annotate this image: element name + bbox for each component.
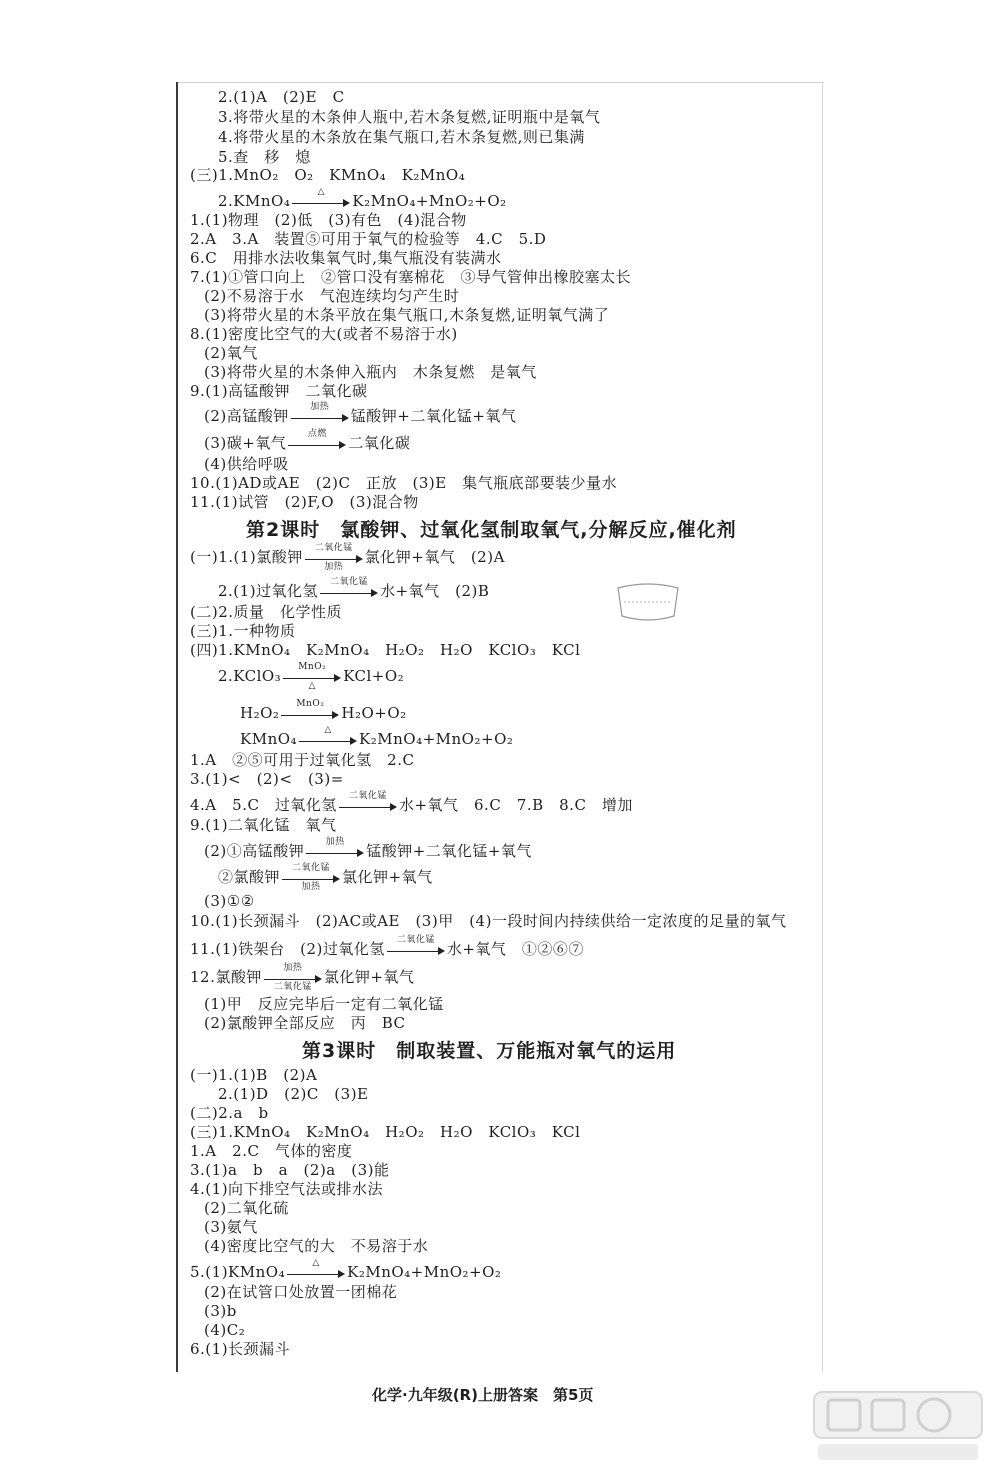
answer-line: (2)在试管口处放置一团棉花 xyxy=(204,1283,398,1301)
answer-line: 3.将带火星的木条伸人瓶中,若木条复燃,证明瓶中是氧气 xyxy=(218,108,601,126)
answer-line: 6.C 用排水法收集氧气时,集气瓶没有装满水 xyxy=(190,249,502,267)
answer-line: (2)氧气 xyxy=(204,344,258,362)
answer-line: 8.(1)密度比空气的大(或者不易溶于水) xyxy=(190,325,458,343)
equation-line: 5.(1)KMnO₄ △ K₂MnO₄+MnO₂+O₂ xyxy=(190,1258,502,1281)
answer-line: 1.A 2.C 气体的密度 xyxy=(190,1142,353,1160)
equation-line: KMnO₄ △ K₂MnO₄+MnO₂+O₂ xyxy=(240,725,514,748)
equation-line: 2.KMnO₄ △ K₂MnO₄+MnO₂+O₂ xyxy=(218,187,507,210)
answer-line: 9.(1)高锰酸钾 二氧化碳 xyxy=(190,382,368,400)
faint-stamp-logo xyxy=(612,582,684,622)
answer-line: 2.A 3.A 装置⑤可用于氧气的检验等 4.C 5.D xyxy=(190,230,547,248)
answer-line: 2.(1)D (2)C (3)E xyxy=(218,1085,369,1103)
answer-line: (4)密度比空气的大 不易溶于水 xyxy=(204,1237,429,1255)
answer-line: 3.(1)< (2)< (3)= xyxy=(190,770,344,788)
top-rule xyxy=(176,82,824,83)
equation-line: H₂O₂ MnO₂ H₂O+O₂ xyxy=(240,699,407,722)
answer-line: (1)甲 反应完毕后一定有二氧化锰 xyxy=(204,995,444,1013)
answer-line: (二)2.质量 化学性质 xyxy=(190,603,343,621)
answer-line: 10.(1)长颈漏斗 (2)AC或AE (3)甲 (4)一段时间内持续供给一定浓度的足量的氧气 xyxy=(190,912,787,930)
answer-line: (4)供给呼吸 xyxy=(204,455,289,473)
answer-line: 6.(1)长颈漏斗 xyxy=(190,1340,291,1358)
answer-line: (3)将带火星的木条平放在集气瓶口,木条复燃,证明氧气满了 xyxy=(204,306,610,324)
answer-line: 1.A ②⑤可用于过氧化氢 2.C xyxy=(190,751,415,769)
section-heading-lesson-2: 第2课时 氯酸钾、过氧化氢制取氧气,分解反应,催化剂 xyxy=(246,519,737,541)
equation-line: 4.A 5.C 过氧化氢 二氧化锰 水+氧气 6.C 7.B 8.C 增加 xyxy=(190,791,633,814)
answer-line: 11.(1)试管 (2)F,O (3)混合物 xyxy=(190,493,419,511)
answer-line: (三)1.MnO₂ O₂ KMnO₄ K₂MnO₄ xyxy=(190,166,466,184)
answer-line: 10.(1)AD或AE (2)C 正放 (3)E 集气瓶底部要装少量水 xyxy=(190,474,618,492)
right-margin-line xyxy=(822,82,823,1372)
answer-line: (二)2.a b xyxy=(190,1104,269,1122)
answer-line: 3.(1)a b a (2)a (3)能 xyxy=(190,1161,390,1179)
answer-line: (2)不易溶于水 气泡连续均匀产生时 xyxy=(204,287,460,305)
answer-line: 1.(1)物理 (2)低 (3)有色 (4)混合物 xyxy=(190,211,467,229)
equation-line: (3)碳+氧气 点燃 二氧化碳 xyxy=(204,429,411,452)
equation-line: ②氯酸钾 二氧化锰 加热 氯化钾+氧气 xyxy=(218,863,433,892)
page-footer: 化学·九年级(R)上册答案 第5页 xyxy=(372,1386,594,1404)
equation-line: 12.氯酸钾 加热 二氧化锰 氯化钾+氧气 xyxy=(190,963,415,992)
answer-line: (3)氨气 xyxy=(204,1218,258,1236)
watermark-logo xyxy=(808,1386,988,1466)
answer-line: (2)氯酸钾全部反应 丙 BC xyxy=(204,1014,406,1032)
equation-line: (一)1.(1)氯酸钾 二氧化锰 加热 氯化钾+氧气 (2)A xyxy=(190,543,505,572)
section-heading-lesson-3: 第3课时 制取装置、万能瓶对氧气的运用 xyxy=(302,1040,677,1062)
answer-line: (三)1.KMnO₄ K₂MnO₄ H₂O₂ H₂O KClO₃ KCl xyxy=(190,1123,581,1141)
answer-line: (三)1.一种物质 xyxy=(190,622,296,640)
equation-line: (2)高锰酸钾 加热 锰酸钾+二氧化锰+氧气 xyxy=(204,402,517,425)
answer-line: 4.(1)向下排空气法或排水法 xyxy=(190,1180,384,1198)
answer-line: 5.查 移 熄 xyxy=(218,148,311,166)
left-margin-line xyxy=(176,82,178,1372)
answer-line: 4.将带火星的木条放在集气瓶口,若木条复燃,则已集满 xyxy=(218,128,585,146)
answer-line: (四)1.KMnO₄ K₂MnO₄ H₂O₂ H₂O KClO₃ KCl xyxy=(190,641,581,659)
answer-line: 7.(1)①管口向上 ②管口没有塞棉花 ③导气管伸出橡胶塞太长 xyxy=(190,268,632,286)
answer-line: (3)将带火星的木条伸入瓶内 木条复燃 是氧气 xyxy=(204,363,537,381)
answer-line: (2)二氧化硫 xyxy=(204,1199,289,1217)
answer-line: 2.(1)A (2)E C xyxy=(218,88,345,106)
equation-line: (2)①高锰酸钾 加热 锰酸钾+二氧化锰+氧气 xyxy=(204,837,532,860)
equation-line: 2.(1)过氧化氢 二氧化锰 水+氧气 (2)B xyxy=(218,577,490,600)
answer-line: 9.(1)二氧化锰 氧气 xyxy=(190,816,337,834)
answer-line: (3)b xyxy=(204,1302,237,1320)
answer-line: (一)1.(1)B (2)A xyxy=(190,1066,318,1084)
equation-line: 11.(1)铁架台 (2)过氧化氢 二氧化锰 水+氧气 ①②⑥⑦ xyxy=(190,935,584,958)
answer-line: (4)C₂ xyxy=(204,1321,246,1339)
equation-line: 2.KClO₃ MnO₂ △ KCl+O₂ xyxy=(218,662,405,691)
answer-line: (3)①② xyxy=(204,892,255,910)
